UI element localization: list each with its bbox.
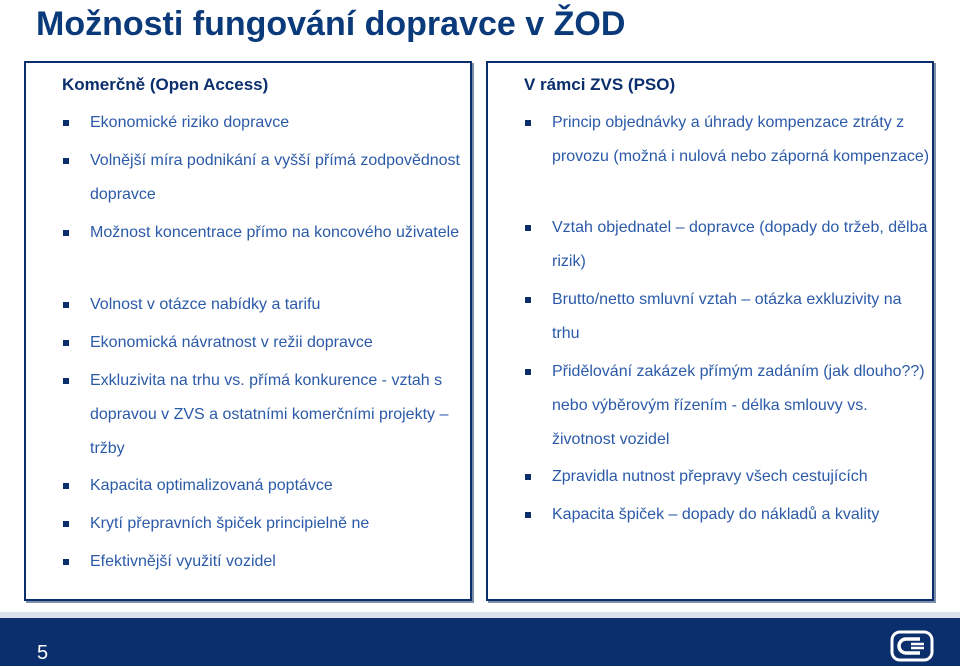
list-item: Přidělování zakázek přímým zadáním (jak dlouho??) nebo výběrovým řízením - délka smlouvy vs. životnost vozidel xyxy=(552,355,932,457)
cd-logo-icon xyxy=(890,630,934,662)
bullet-icon xyxy=(63,521,69,527)
bullet-icon xyxy=(63,120,69,126)
list-item: Volnější míra podnikání a vyšší přímá zodpovědnost dopravce xyxy=(90,144,470,212)
list-item: Exkluzivita na trhu vs. přímá konkurence - vztah s dopravou v ZVS a ostatními komerčními projekty – tržby xyxy=(90,364,470,466)
list-item: Princip objednávky a úhrady kompenzace ztráty z provozu (možná i nulová nebo záporná kompenzace) xyxy=(552,106,932,174)
list-item: Ekonomické riziko dopravce xyxy=(90,106,470,140)
bullet-icon xyxy=(63,302,69,308)
bullet-icon xyxy=(63,340,69,346)
page-number: 5 xyxy=(37,642,49,664)
bullet-icon xyxy=(525,369,531,375)
list-item: Krytí přepravních špiček principielně ne xyxy=(90,507,470,541)
list-item: Zpravidla nutnost přepravy všech cestujících xyxy=(552,460,932,494)
list-item: Volnost v otázce nabídky a tarifu xyxy=(90,288,470,322)
bullet-icon xyxy=(525,120,531,126)
bullet-icon xyxy=(525,512,531,518)
bullet-icon xyxy=(525,225,531,231)
bullet-icon xyxy=(63,230,69,236)
list-item: Ekonomická návratnost v režii dopravce xyxy=(90,326,470,360)
commercial-heading: Komerčně (Open Access) xyxy=(62,75,269,94)
bullet-icon xyxy=(525,297,531,303)
bullet-icon xyxy=(525,474,531,480)
list-item: Kapacita optimalizovaná poptávce xyxy=(90,469,470,503)
commercial-panel xyxy=(24,61,472,601)
pso-panel xyxy=(486,61,934,601)
footer-bar xyxy=(0,618,960,666)
list-item: Vztah objednatel – dopravce (dopady do tržeb, dělba rizik) xyxy=(552,211,932,279)
bullet-icon xyxy=(63,158,69,164)
pso-heading: V rámci ZVS (PSO) xyxy=(524,75,676,94)
bullet-icon xyxy=(63,378,69,384)
list-item: Možnost koncentrace přímo na koncového uživatele xyxy=(90,216,470,250)
bullet-icon xyxy=(63,559,69,565)
list-item: Kapacita špiček – dopady do nákladů a kvality xyxy=(552,498,932,532)
list-item: Brutto/netto smluvní vztah – otázka exkluzivity na trhu xyxy=(552,283,932,351)
page-title: Možnosti fungování dopravce v ŽOD xyxy=(36,5,626,43)
bullet-icon xyxy=(63,483,69,489)
list-item: Efektivnější využití vozidel xyxy=(90,545,470,579)
